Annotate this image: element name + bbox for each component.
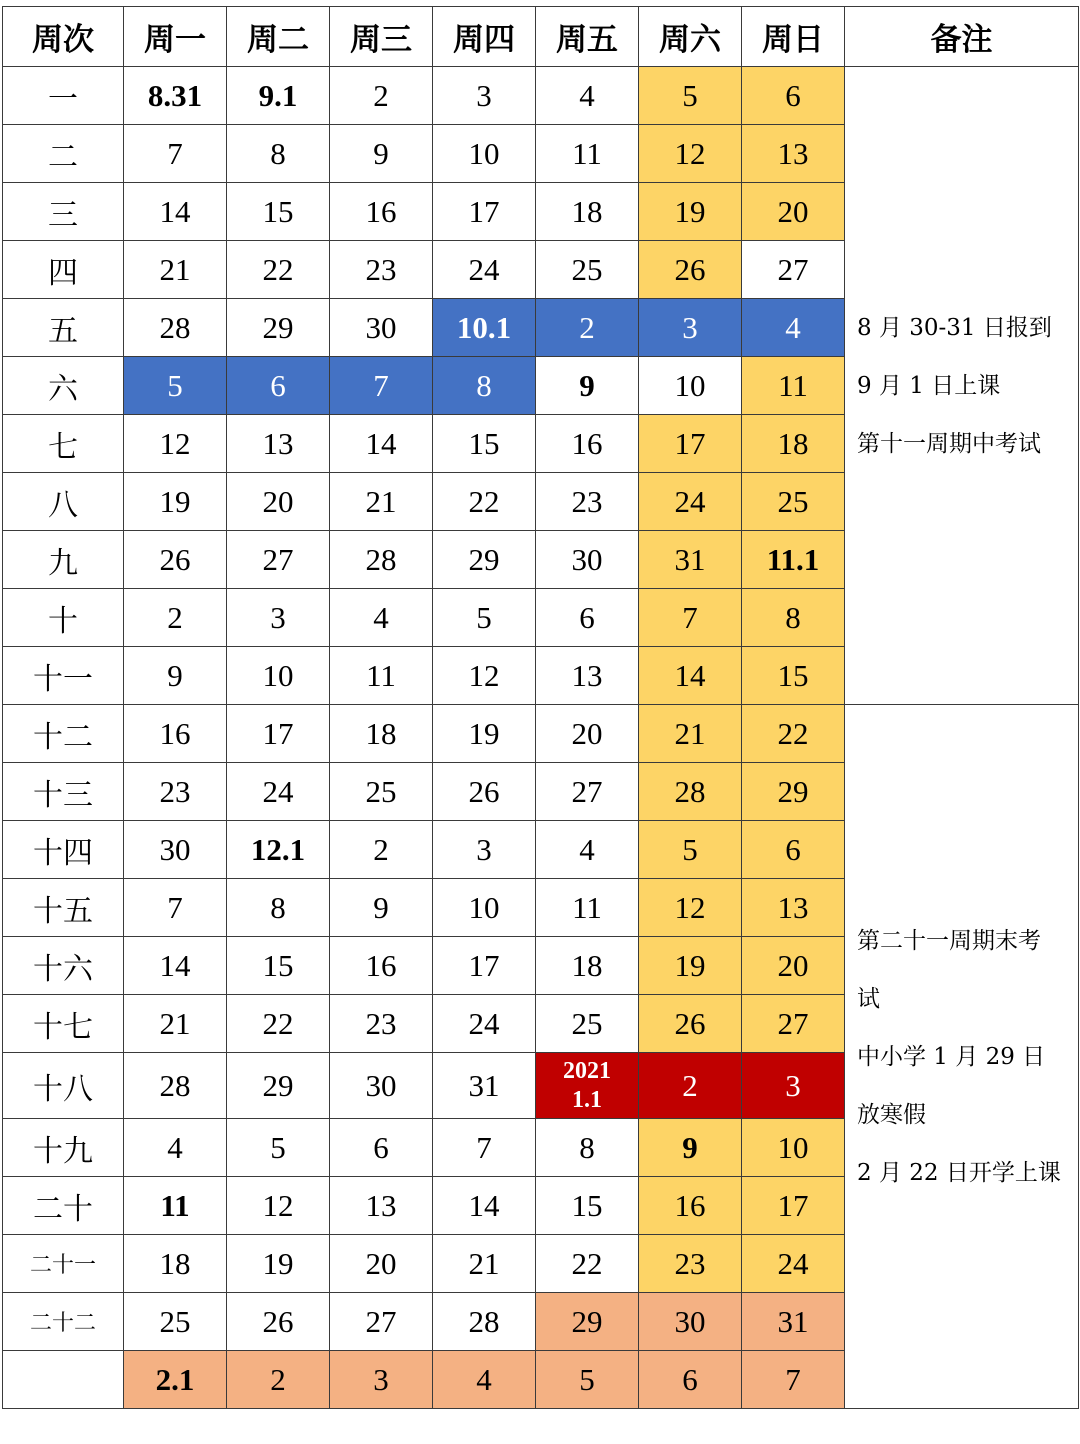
date-cell-sun: 20 (742, 937, 845, 995)
date-cell-wed: 2 (330, 821, 433, 879)
date-cell-thu: 5 (433, 589, 536, 647)
date-cell-sun: 17 (742, 1177, 845, 1235)
date-cell-sun: 27 (742, 241, 845, 299)
date-cell-thu: 24 (433, 995, 536, 1053)
date-cell-thu: 8 (433, 357, 536, 415)
date-cell-mon: 21 (124, 995, 227, 1053)
date-cell-thu: 31 (433, 1053, 536, 1119)
date-cell-tue: 24 (227, 763, 330, 821)
note-line: 9 月 1 日上课 (857, 372, 1001, 399)
date-cell-sun: 24 (742, 1235, 845, 1293)
school-calendar-table (2, 6, 1079, 1409)
date-cell-wed: 21 (330, 473, 433, 531)
date-cell-tue: 5 (227, 1119, 330, 1177)
date-cell-sat: 12 (639, 125, 742, 183)
header-notes: 备注 (845, 7, 1079, 67)
week-number: 十一 (3, 647, 124, 705)
week-number: 五 (3, 299, 124, 357)
week-number: 十 (3, 589, 124, 647)
date-cell-tue: 13 (227, 415, 330, 473)
date-cell-wed: 9 (330, 125, 433, 183)
date-cell-thu: 28 (433, 1293, 536, 1351)
date-cell-thu: 3 (433, 821, 536, 879)
date-cell-mon: 4 (124, 1119, 227, 1177)
date-cell-tue: 8 (227, 879, 330, 937)
date-cell-tue: 6 (227, 357, 330, 415)
date-cell-fri: 6 (536, 589, 639, 647)
date-cell-mon: 14 (124, 937, 227, 995)
date-cell-mon: 5 (124, 357, 227, 415)
date-cell-wed: 13 (330, 1177, 433, 1235)
date-cell-sat: 19 (639, 937, 742, 995)
date-cell-mon: 11 (124, 1177, 227, 1235)
date-cell-sat: 5 (639, 67, 742, 125)
date-cell-thu: 22 (433, 473, 536, 531)
date-cell-fri: 13 (536, 647, 639, 705)
date-cell-tue: 12 (227, 1177, 330, 1235)
date-cell-sat: 26 (639, 241, 742, 299)
date-cell-mon: 28 (124, 299, 227, 357)
date-cell-mon: 21 (124, 241, 227, 299)
date-cell-thu: 10 (433, 125, 536, 183)
week-row (3, 705, 1079, 763)
date-cell-sat: 7 (639, 589, 742, 647)
date-cell-thu: 24 (433, 241, 536, 299)
date-cell-mon: 9 (124, 647, 227, 705)
date-cell-tue: 17 (227, 705, 330, 763)
date-cell-fri: 22 (536, 1235, 639, 1293)
date-cell-wed: 7 (330, 357, 433, 415)
week-number: 四 (3, 241, 124, 299)
date-cell-sat: 16 (639, 1177, 742, 1235)
date-cell-tue: 10 (227, 647, 330, 705)
week-number: 十八 (3, 1053, 124, 1119)
date-cell-thu: 3 (433, 67, 536, 125)
note-line: 放寒假 (857, 1101, 926, 1128)
week-number: 一 (3, 67, 124, 125)
date-cell-wed: 23 (330, 241, 433, 299)
date-cell-mon: 2 (124, 589, 227, 647)
date-cell-fri: 18 (536, 183, 639, 241)
date-cell-tue: 9.1 (227, 67, 330, 125)
date-cell-sat: 9 (639, 1119, 742, 1177)
week-number: 六 (3, 357, 124, 415)
date-cell-wed: 6 (330, 1119, 433, 1177)
date-cell-sat: 19 (639, 183, 742, 241)
date-cell-fri: 2021 1.1 (536, 1053, 639, 1119)
date-cell-wed: 16 (330, 937, 433, 995)
date-cell-tue: 27 (227, 531, 330, 589)
date-cell-tue: 22 (227, 241, 330, 299)
date-cell-sat: 23 (639, 1235, 742, 1293)
week-number: 二十 (3, 1177, 124, 1235)
header-wed: 周三 (330, 7, 433, 67)
week-number: 十九 (3, 1119, 124, 1177)
date-cell-wed: 11 (330, 647, 433, 705)
date-cell-fri: 9 (536, 357, 639, 415)
date-cell-fri: 16 (536, 415, 639, 473)
date-cell-thu: 4 (433, 1351, 536, 1409)
date-cell-sun: 18 (742, 415, 845, 473)
date-cell-sun: 3 (742, 1053, 845, 1119)
date-cell-wed: 16 (330, 183, 433, 241)
date-cell-wed: 28 (330, 531, 433, 589)
date-cell-sun: 31 (742, 1293, 845, 1351)
date-cell-sat: 26 (639, 995, 742, 1053)
date-cell-mon: 8.31 (124, 67, 227, 125)
date-cell-wed: 18 (330, 705, 433, 763)
date-cell-sat: 2 (639, 1053, 742, 1119)
date-cell-thu: 17 (433, 183, 536, 241)
date-cell-sat: 24 (639, 473, 742, 531)
week-number: 二 (3, 125, 124, 183)
week-number: 八 (3, 473, 124, 531)
note-line: 中小学 1 月 29 日 (857, 1043, 1046, 1070)
date-cell-sun: 10 (742, 1119, 845, 1177)
date-cell-sun: 6 (742, 67, 845, 125)
date-cell-tue: 22 (227, 995, 330, 1053)
date-cell-fri: 8 (536, 1119, 639, 1177)
date-cell-sat: 28 (639, 763, 742, 821)
date-cell-sun: 6 (742, 821, 845, 879)
header-sat: 周六 (639, 7, 742, 67)
date-cell-thu: 29 (433, 531, 536, 589)
note-line: 第十一周期中考试 (857, 430, 1041, 457)
notes-second-half (845, 705, 1079, 1409)
date-cell-fri: 11 (536, 125, 639, 183)
date-cell-fri: 15 (536, 1177, 639, 1235)
date-cell-fri: 5 (536, 1351, 639, 1409)
date-cell-sun: 13 (742, 879, 845, 937)
date-cell-wed: 2 (330, 67, 433, 125)
date-cell-tue: 19 (227, 1235, 330, 1293)
date-cell-wed: 20 (330, 1235, 433, 1293)
week-number: 三 (3, 183, 124, 241)
date-cell-mon: 7 (124, 879, 227, 937)
date-cell-mon: 30 (124, 821, 227, 879)
header-thu: 周四 (433, 7, 536, 67)
date-cell-wed: 30 (330, 1053, 433, 1119)
date-cell-sat: 30 (639, 1293, 742, 1351)
note-line: 2 月 22 日开学上课 (857, 1159, 1061, 1186)
date-cell-thu: 21 (433, 1235, 536, 1293)
date-cell-tue: 3 (227, 589, 330, 647)
date-cell-wed: 9 (330, 879, 433, 937)
date-cell-mon: 28 (124, 1053, 227, 1119)
date-cell-mon: 14 (124, 183, 227, 241)
date-cell-fri: 11 (536, 879, 639, 937)
date-cell-mon: 7 (124, 125, 227, 183)
date-cell-thu: 15 (433, 415, 536, 473)
date-cell-sun: 4 (742, 299, 845, 357)
date-cell-sat: 6 (639, 1351, 742, 1409)
header-fri: 周五 (536, 7, 639, 67)
date-cell-fri: 25 (536, 241, 639, 299)
date-cell-thu: 14 (433, 1177, 536, 1235)
date-cell-tue: 29 (227, 299, 330, 357)
date-cell-fri: 20 (536, 705, 639, 763)
date-cell-sun: 20 (742, 183, 845, 241)
date-cell-sat: 12 (639, 879, 742, 937)
date-cell-tue: 29 (227, 1053, 330, 1119)
week-row (3, 67, 1079, 125)
week-number: 二十一 (3, 1235, 124, 1293)
header-row (3, 7, 1079, 67)
date-cell-fri: 18 (536, 937, 639, 995)
date-cell-mon: 12 (124, 415, 227, 473)
date-cell-wed: 3 (330, 1351, 433, 1409)
date-cell-tue: 2 (227, 1351, 330, 1409)
date-cell-sun: 29 (742, 763, 845, 821)
date-cell-sun: 25 (742, 473, 845, 531)
date-cell-wed: 14 (330, 415, 433, 473)
date-cell-fri: 23 (536, 473, 639, 531)
date-cell-tue: 12.1 (227, 821, 330, 879)
date-cell-mon: 16 (124, 705, 227, 763)
week-number: 十七 (3, 995, 124, 1053)
date-cell-tue: 15 (227, 937, 330, 995)
week-number: 十三 (3, 763, 124, 821)
note-line: 试 (857, 985, 880, 1012)
date-cell-tue: 20 (227, 473, 330, 531)
date-cell-mon: 26 (124, 531, 227, 589)
date-cell-fri: 25 (536, 995, 639, 1053)
date-cell-thu: 10 (433, 879, 536, 937)
date-cell-sat: 14 (639, 647, 742, 705)
date-cell-tue: 26 (227, 1293, 330, 1351)
week-number: 十五 (3, 879, 124, 937)
date-cell-sat: 5 (639, 821, 742, 879)
date-cell-sat: 21 (639, 705, 742, 763)
date-cell-wed: 25 (330, 763, 433, 821)
date-cell-fri: 29 (536, 1293, 639, 1351)
date-cell-sun: 11 (742, 357, 845, 415)
date-cell-fri: 30 (536, 531, 639, 589)
date-cell-fri: 4 (536, 821, 639, 879)
date-cell-sun: 22 (742, 705, 845, 763)
week-number (3, 1351, 124, 1409)
date-cell-sun: 8 (742, 589, 845, 647)
date-cell-thu: 17 (433, 937, 536, 995)
date-cell-mon: 23 (124, 763, 227, 821)
date-cell-wed: 4 (330, 589, 433, 647)
note-line: 8 月 30-31 日报到 (857, 314, 1052, 341)
date-cell-sat: 10 (639, 357, 742, 415)
date-cell-sun: 15 (742, 647, 845, 705)
date-cell-tue: 8 (227, 125, 330, 183)
date-cell-fri: 27 (536, 763, 639, 821)
header-week: 周次 (3, 7, 124, 67)
date-cell-fri: 2 (536, 299, 639, 357)
date-cell-mon: 18 (124, 1235, 227, 1293)
week-number: 十六 (3, 937, 124, 995)
date-cell-mon: 25 (124, 1293, 227, 1351)
date-cell-tue: 15 (227, 183, 330, 241)
date-cell-mon: 2.1 (124, 1351, 227, 1409)
notes-first-half (845, 67, 1079, 705)
date-cell-sat: 31 (639, 531, 742, 589)
date-cell-thu: 12 (433, 647, 536, 705)
date-cell-wed: 27 (330, 1293, 433, 1351)
date-cell-thu: 10.1 (433, 299, 536, 357)
date-cell-thu: 7 (433, 1119, 536, 1177)
date-cell-sun: 13 (742, 125, 845, 183)
week-number: 十二 (3, 705, 124, 763)
date-cell-sun: 7 (742, 1351, 845, 1409)
date-cell-mon: 19 (124, 473, 227, 531)
week-number: 二十二 (3, 1293, 124, 1351)
date-cell-wed: 30 (330, 299, 433, 357)
header-sun: 周日 (742, 7, 845, 67)
week-number: 九 (3, 531, 124, 589)
header-mon: 周一 (124, 7, 227, 67)
note-line: 第二十一周期末考 (857, 927, 1041, 954)
week-number: 七 (3, 415, 124, 473)
date-cell-fri: 4 (536, 67, 639, 125)
date-cell-thu: 26 (433, 763, 536, 821)
date-cell-wed: 23 (330, 995, 433, 1053)
date-cell-sat: 3 (639, 299, 742, 357)
date-cell-sun: 11.1 (742, 531, 845, 589)
date-cell-thu: 19 (433, 705, 536, 763)
header-tue: 周二 (227, 7, 330, 67)
date-cell-sun: 27 (742, 995, 845, 1053)
date-cell-sat: 17 (639, 415, 742, 473)
week-number: 十四 (3, 821, 124, 879)
